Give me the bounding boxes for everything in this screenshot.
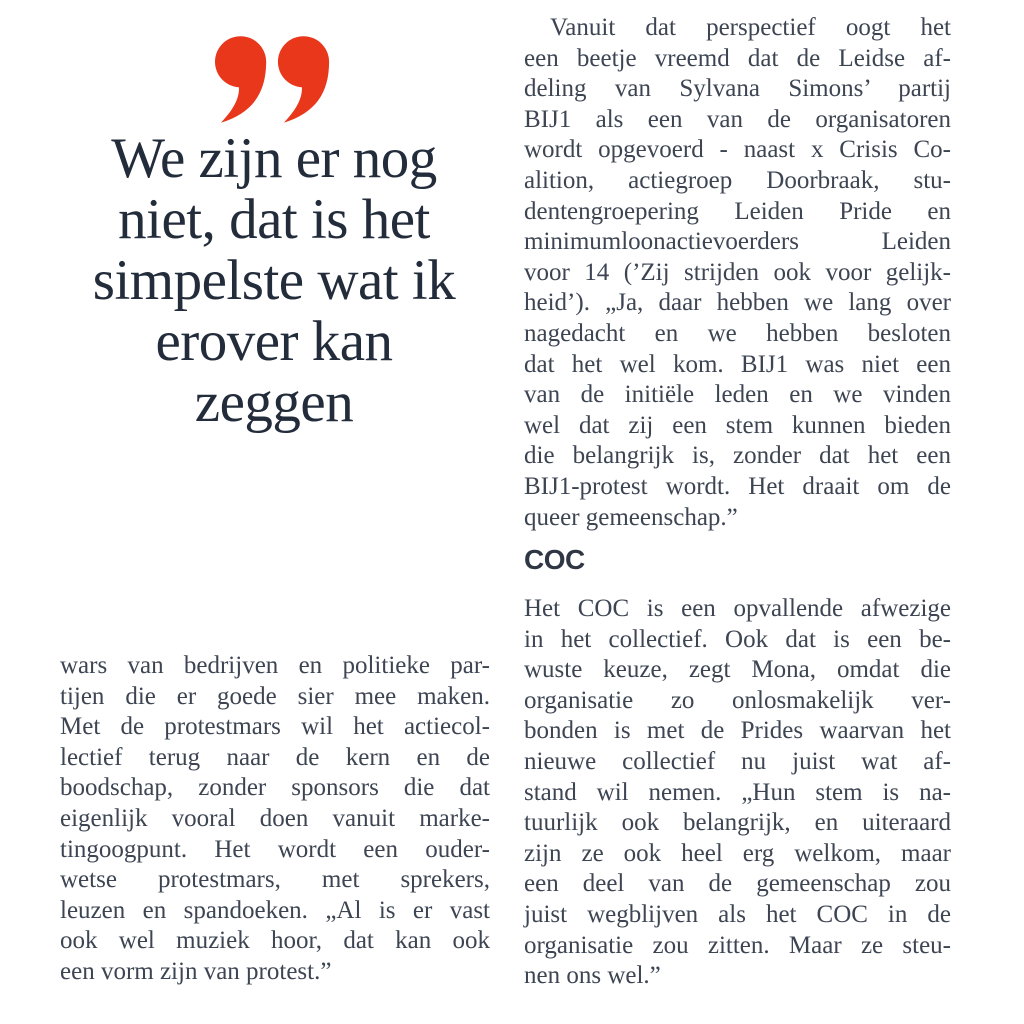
text-line: simpelste wat ik: [92, 249, 456, 312]
closing-double-quote-icon: [53, 36, 495, 125]
text-line: erover kan: [155, 310, 393, 373]
text-line: niet, dat is het: [118, 188, 430, 251]
text-line: voor 14 (’Zij strijden ook voor gelijk-: [524, 258, 951, 286]
text-line: BIJ1-protest wordt. Het draait om de: [524, 472, 951, 500]
pull-quote: [53, 36, 495, 433]
text-line: Vanuit dat perspectief oogt het: [550, 14, 951, 41]
text-line: organisatie zo onlosmakelijk ver-: [524, 686, 951, 714]
text-line: zeggen: [194, 371, 354, 434]
text-line: alition, actiegroep Doorbraak, stu-: [524, 166, 951, 194]
text-line: nen ons wel.”: [524, 962, 661, 990]
text-line: queer gemeenschap.”: [524, 503, 738, 531]
text-line: stand wil nemen. „Hun stem is na-: [524, 778, 951, 806]
section-heading-coc: COC: [524, 544, 585, 575]
text-line: heid’). „Ja, daar hebben we lang over: [524, 289, 951, 317]
text-line: organisatie zou zitten. Maar ze steu-: [524, 931, 951, 959]
text-line: dat het wel kom. BIJ1 was niet een: [524, 350, 951, 378]
text-line: lectief terug naar de kern en de: [60, 743, 490, 771]
text-line: wordt opgevoerd - naast x Crisis Co-: [524, 136, 951, 164]
text-line: van de initiële leden en we vinden: [524, 381, 951, 409]
text-line: minimumloonactievoerders Leiden: [524, 228, 951, 256]
text-line: Met de protestmars wil het actiecol-: [60, 713, 490, 741]
text-line: boodschap, zonder sponsors die dat: [60, 774, 490, 802]
text-line: eigenlijk vooral doen vanuit marke-: [60, 804, 490, 832]
text-line: wars van bedrijven en politieke par-: [60, 652, 490, 679]
text-line: Het COC is een opvallende afwezige: [524, 595, 951, 622]
pull-quote-text: [53, 128, 495, 433]
text-line: nieuwe collectief nu juist wat af-: [524, 747, 951, 775]
text-line: tuurlijk ook belangrijk, en uiteraard: [524, 809, 951, 837]
text-line: wetse protestmars, met sprekers,: [60, 866, 490, 894]
text-line: leuzen en spandoeken. „Al is er vast: [60, 896, 490, 924]
right-column-paragraph-1: [524, 13, 951, 533]
text-line: BIJ1 als een van de organisatoren: [524, 105, 951, 133]
left-column-paragraph: [60, 651, 490, 988]
text-line: juist wegblijven als het COC in de: [524, 900, 951, 928]
text-line: tijen die er goede sier mee maken.: [60, 682, 490, 710]
text-line: We zijn er nog: [111, 127, 437, 190]
text-line: een vorm zijn van protest.”: [60, 957, 332, 985]
text-line: dentengroepering Leiden Pride en: [524, 197, 951, 225]
text-line: bonden is met de Prides waarvan het: [524, 717, 951, 745]
text-line: wel dat zij een stem kunnen bieden: [524, 411, 951, 439]
right-column-paragraph-2: [524, 594, 951, 992]
text-line: tingoogpunt. Het wordt een ouder-: [60, 835, 490, 863]
text-line: een deel van de gemeenschap zou: [524, 870, 951, 898]
text-line: in het collectief. Ook dat is een be-: [524, 625, 951, 653]
text-line: zijn ze ook heel erg welkom, maar: [524, 839, 951, 867]
text-line: nagedacht en we hebben besloten: [524, 319, 951, 347]
text-line: een beetje vreemd dat de Leidse af-: [524, 44, 951, 72]
text-line: deling van Sylvana Simons’ partij: [524, 75, 951, 103]
text-line: ook wel muziek hoor, dat kan ook: [60, 927, 490, 955]
text-line: die belangrijk is, zonder dat het een: [524, 442, 951, 470]
text-line: wuste keuze, zegt Mona, omdat die: [524, 656, 951, 684]
